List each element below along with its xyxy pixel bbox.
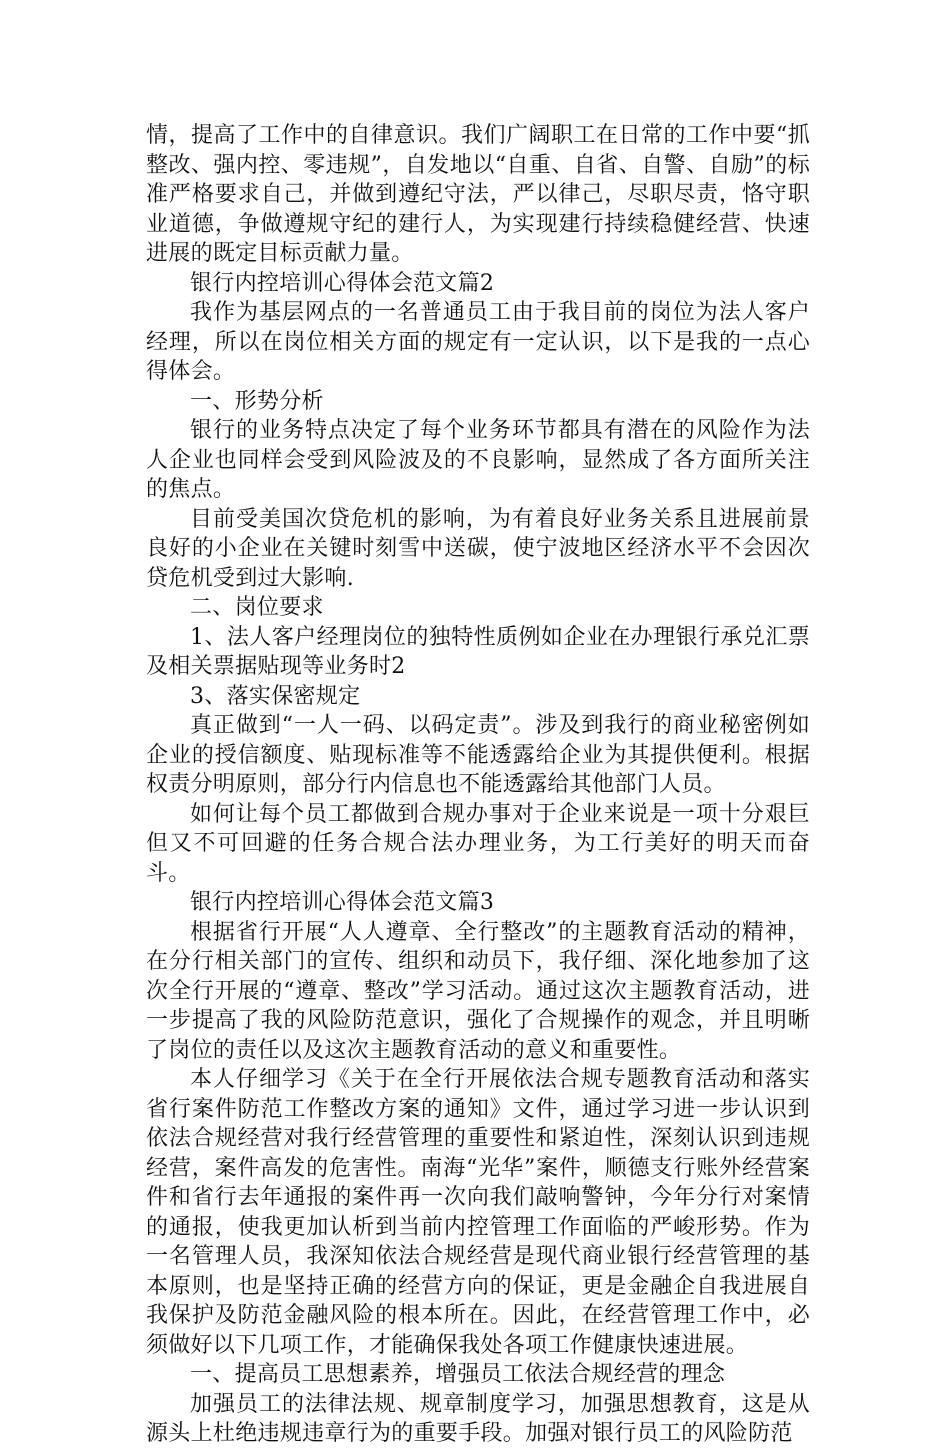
paragraph: 根据省行开展“人人遵章、全行整改”的主题教育活动的精神，在分行相关部门的宣传、组织和动员下，我仔细、深化地参加了这次全行开展的“遵章、整改”学习活动。通过这次主题教育活动，进一步提高了我的风险防范意识，强化了合规操作的观念，并且明晰了岗位的责任以及这次主题教育活动的意义和重要性。	[146, 919, 810, 1063]
subheading: 二、岗位要求	[190, 595, 324, 620]
document-body	[146, 121, 810, 1449]
paragraph: 加强员工的法律法规、规章制度学习，加强思想教育，这是从源头上杜绝违规违章行为的重要手段。加强对银行员工的风险防范	[146, 1391, 810, 1446]
paragraph: 银行的业务特点决定了每个业务环节都具有潜在的风险作为法人企业也同样会受到风险波及的不良影响，显然成了各方面所关注的焦点。	[146, 418, 810, 502]
section-title-2: 银行内控培训心得体会范文篇2	[190, 270, 495, 296]
section-title-3: 银行内控培训心得体会范文篇3	[190, 890, 495, 915]
paragraph: 真正做到“一人一码、以码定责”。涉及到我行的商业秘密例如企业的授信额度、贴现标准等不能透露给企业为其提供便利。根据权责分明原则，部分行内信息也不能透露给其他部门人员。	[146, 713, 810, 797]
subheading: 一、形势分析	[190, 388, 324, 414]
paragraph: 本人仔细学习《关于在全行开展依法合规专题教育活动和落实省行案件防范工作整改方案的通知》文件，通过学习进一步认识到依法合规经营对我行经营管理的重要性和紧迫性，深刻认识到违规经营，案件高发的危害性。南海“光华”案件，顺德支行账外经营案件和省行去年通报的案件再一次向我们敲响警钟，今年分行对案情的通报，使我更加认析到当前内控管理工作面临的严峻形势。作为一名管理人员，我深知依法合规经营是现代商业银行经营管理的基本原则，也是坚持正确的经营方向的保证，更是金融企自我进展自我保护及防范金融风险的根本所在。因此，在经营管理工作中，必须做好以下几项工作，才能确保我处各项工作健康快速进展。	[146, 1067, 810, 1358]
paragraph-continuation: 情，提高了工作中的自律意识。我们广阔职工在日常的工作中要“抓整改、强内控、零违规”，自发地以“自重、自省、自警、自励”的标准严格要求自己，并做到遵纪守法，严以律己，尽职尽责，恪守职业道德，争做遵规守纪的建行人，为实现建行持续稳健经营、快速进展的既定目标贡献力量。	[146, 123, 810, 266]
paragraph: 目前受美国次贷危机的影响，为有着良好业务关系且进展前景良好的小企业在关键时刻雪中送碳，使宁波地区经济水平不会因次贷危机受到过大影响.	[146, 506, 810, 591]
paragraph: 如何让每个员工都做到合规办事对于企业来说是一项十分艰巨但又不可回避的任务合规合法办理业务，为工行美好的明天而奋斗。	[146, 801, 810, 886]
paragraph: 我作为基层网点的一名普通员工由于我目前的岗位为法人客户经理，所以在岗位相关方面的规定有一定认识，以下是我的一点心得体会。	[146, 300, 810, 384]
paragraph: 1、法人客户经理岗位的独特性质例如企业在办理银行承兑汇票及相关票据贴现等业务时2	[146, 624, 810, 679]
subheading: 一、提高员工思想素养，增强员工依法合规经营的理念	[190, 1362, 726, 1387]
subheading: 3、落实保密规定	[190, 683, 361, 709]
